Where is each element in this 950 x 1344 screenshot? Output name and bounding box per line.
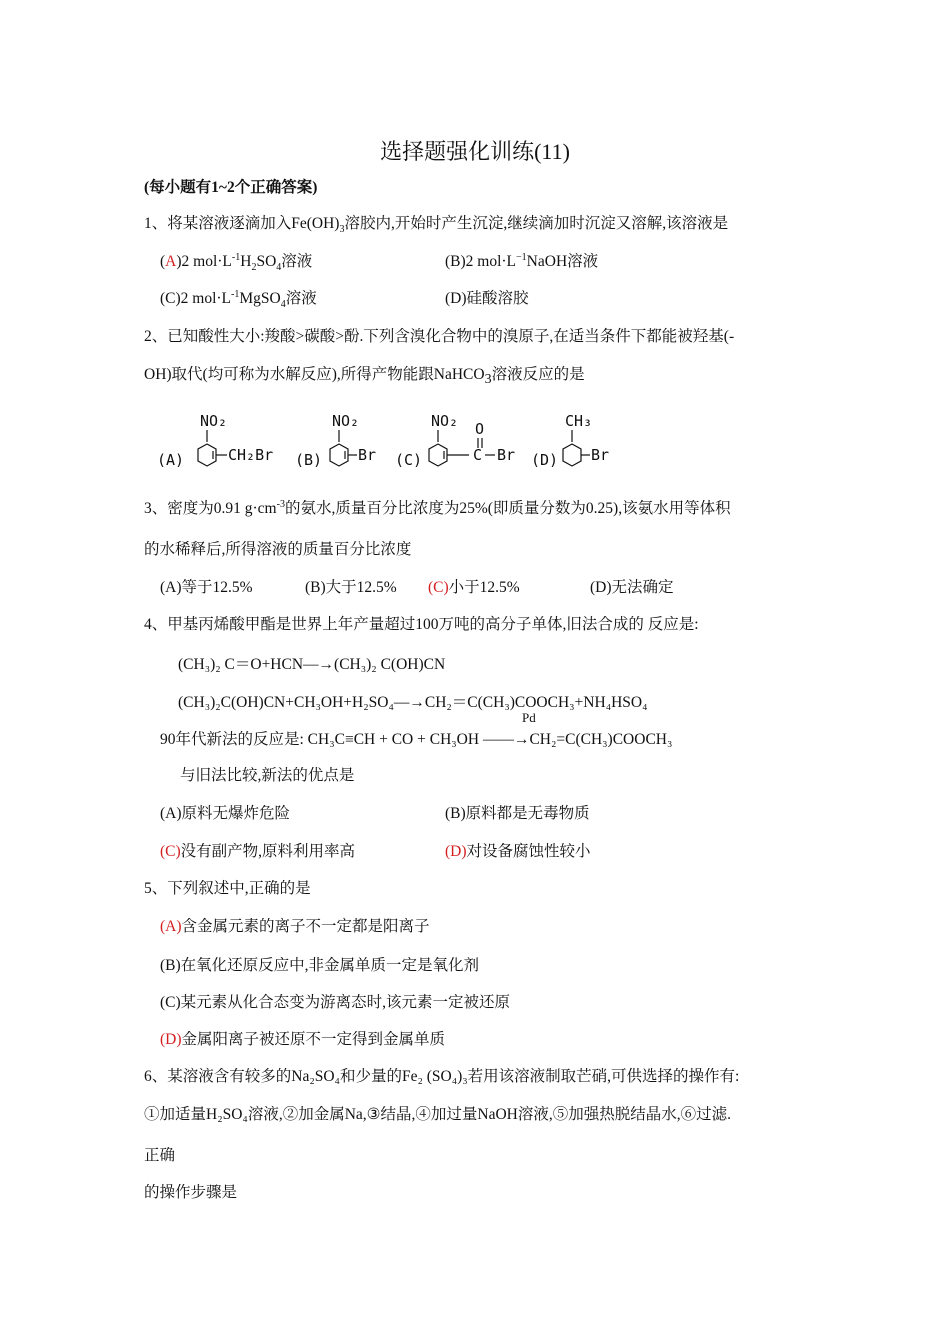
question-2-stem-line1: 2、已知酸性大小:羧酸>碳酸>酚.下列含溴化合物中的溴原子,在适当条件下都能被羟基(- (144, 328, 735, 345)
q5-option-b: (B)在氧化还原反应中,非金属单质一定是氧化剂 (160, 957, 480, 974)
q1-option-d: (D)硅酸溶胶 (445, 290, 529, 307)
q4-option-b: (B)原料都是无毒物质 (445, 805, 590, 822)
page-title: 选择题强化训练(11) (380, 139, 570, 164)
q4-reaction-2: (CH₃)₂C(OH)CN+CH₃OH+H₂SO₄—→CH₂＝C(CH₃)COOCH₃+NH₄HSO₄ (178, 694, 648, 711)
instruction-note: (每小题有1~2个正确答案) (144, 179, 318, 196)
struct-a-top: NO₂ (200, 412, 228, 430)
q3-option-b: (B)大于12.5% (305, 579, 397, 596)
q5-option-c: (C)某元素从化合态变为游离态时,该元素一定被还原 (160, 994, 511, 1011)
q6-operations: ①加适量H₂SO₄溶液,②加金属Na,③结晶,④加过量NaOH溶液,⑤加强热脱结晶水,⑥过滤. (144, 1106, 731, 1123)
struct-c-oxygen: O (475, 420, 485, 438)
question-3-stem-line2: 的水稀释后,所得溶液的质量百分比浓度 (144, 541, 412, 558)
cyclohexane-ring-d (563, 444, 581, 466)
q4-compare: 与旧法比较,新法的优点是 (180, 767, 355, 784)
question-1-stem: 1、将某溶液逐滴加入$Fe(OH)_3$溶胶内,开始时产生沉淀,继续滴加时沉淀又溶解,该溶液是 (144, 215, 729, 236)
q1-option-b: (B)2 $mol\cdot L^{-1}NaOH$溶液 (445, 251, 599, 270)
q2-structures-figure (155, 408, 625, 478)
struct-b-label: (B) (295, 451, 323, 469)
struct-c-label: (C) (395, 451, 423, 469)
question-4-stem: 4、甲基丙烯酸甲酯是世界上年产量超过100万吨的高分子单体,旧法合成的 反应是: (144, 616, 699, 633)
question-5-stem: 5、下列叙述中,正确的是 (144, 880, 311, 897)
question-3-stem-line1: 3、密度为0.91 $g\cdot cm^{-3}$的氨水,质量百分比浓度为25%(即质量分数为0.25),该氨水用等体积 (144, 498, 731, 517)
q4-option-d: (D)对设备腐蚀性较小 (445, 843, 591, 860)
struct-b-side: Br (358, 446, 377, 464)
struct-d-top: CH₃ (565, 412, 593, 430)
q4-catalyst-label: Pd (522, 710, 536, 725)
q3-option-a: (A)等于12.5% (160, 579, 253, 596)
q4-reaction-new: 90年代新法的反应是: CH₃C≡CH + CO + CH₃OH ——→CH₂=C(CH₃)COOCH₃ (160, 731, 673, 748)
q6-line4: 的操作步骤是 (144, 1184, 238, 1201)
struct-a-label: (A) (157, 451, 185, 469)
struct-c-bromine: Br (497, 446, 516, 464)
question-2-stem-line2: OH)取代(均可称为水解反应),所得产物能跟NaHCO$_3$溶液反应的是 (144, 366, 585, 388)
q4-reaction-1: (CH₃)₂ C＝O+HCN—→(CH₃)₂ C(OH)CN (178, 656, 446, 673)
question-6-stem: 6、某溶液含有较多的Na₂SO₄和少量的Fe₂ (SO₄)₃若用该溶液制取芒硝,可供选择的操作有: (144, 1068, 740, 1085)
q4-option-a: (A)原料无爆炸危险 (160, 805, 291, 822)
q1-option-a: (A)2 $mol\cdot L^{-1}H_2SO_4$溶液 (160, 251, 313, 274)
q6-line3: 正确 (144, 1147, 176, 1164)
struct-b-top: NO₂ (332, 412, 360, 430)
struct-d-label: (D) (531, 451, 559, 469)
q3-option-d: (D)无法确定 (590, 579, 674, 596)
struct-d-side: Br (591, 446, 610, 464)
q5-option-a: (A)含金属元素的离子不一定都是阳离子 (160, 918, 430, 935)
q1-option-c: (C)2 $mol\cdot L^{-1}MgSO_4$溶液 (160, 288, 317, 311)
struct-a-side: CH₂Br (228, 446, 274, 464)
q5-option-d: (D)金属阳离子被还原不一定得到金属单质 (160, 1031, 446, 1048)
q3-option-c: (C)小于12.5% (428, 579, 520, 596)
struct-c-top: NO₂ (431, 412, 459, 430)
struct-c-carbon: C (473, 446, 483, 464)
q4-option-c: (C)没有副产物,原料利用率高 (160, 843, 356, 860)
